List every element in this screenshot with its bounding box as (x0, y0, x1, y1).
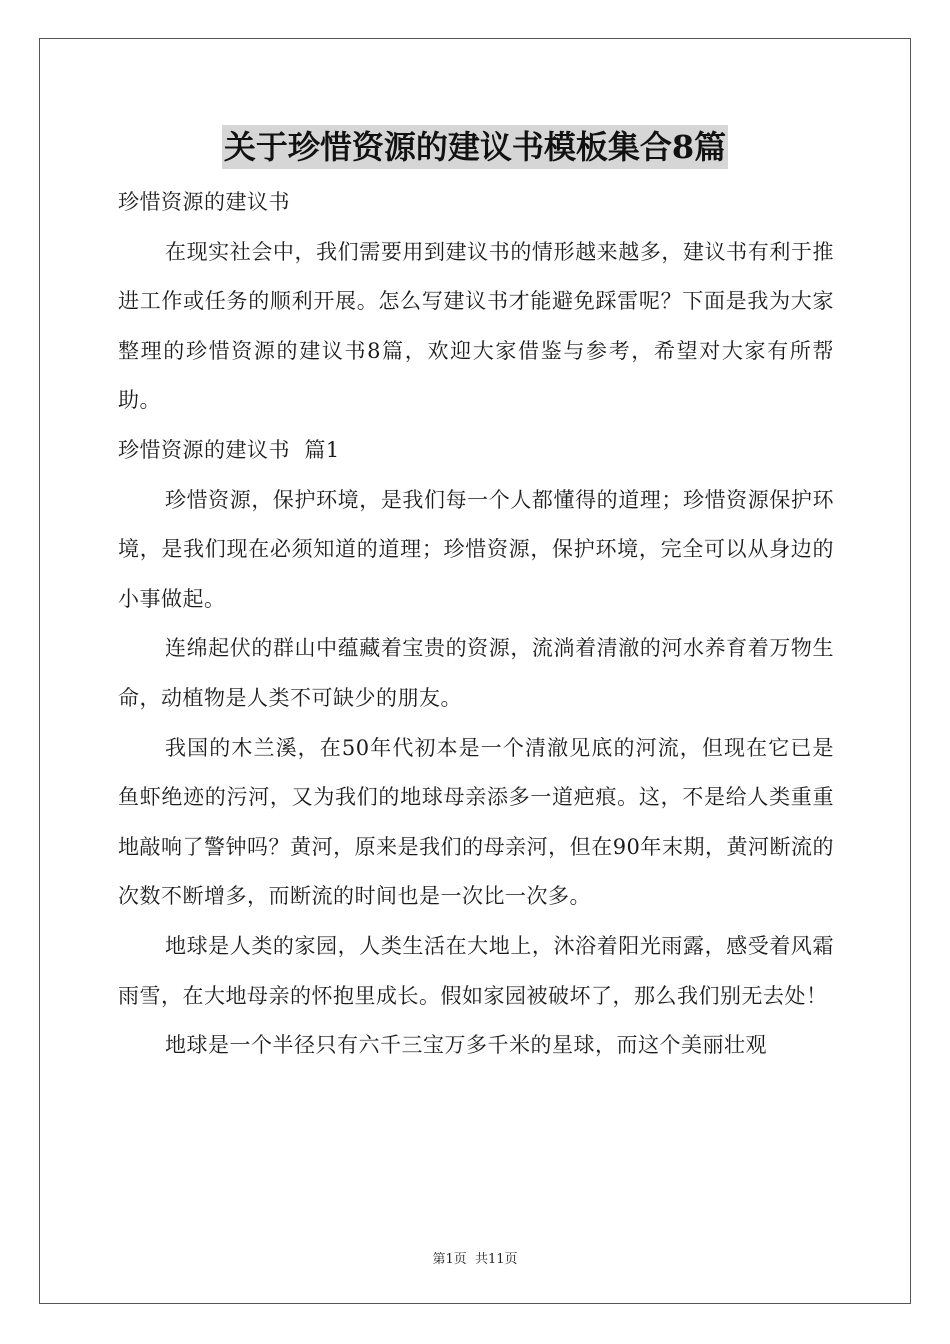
intro-paragraph: 在现实社会中，我们需要用到建议书的情形越来越多，建议书有利于推进工作或任务的顺利开展。怎么写建议书才能避免踩雷呢？下面是我为大家整理的珍惜资源的建议书8篇，欢迎大家借鉴与参考，希望对大家有所帮助。 (118, 239, 834, 413)
document-subtitle: 珍惜资源的建议书 (118, 190, 290, 214)
body-paragraph-5: 地球是一个半径只有六千三宝万多千米的星球，而这个美丽壮观 (165, 1033, 767, 1058)
body-paragraph-1: 珍惜资源，保护环境，是我们每一个人都懂得的道理；珍惜资源保护环境，是我们现在必须知道的道理；珍惜资源，保护环境，完全可以从身边的小事做起。 (118, 487, 834, 611)
body-paragraph-3: 我国的木兰溪，在50年代初本是一个清澈见底的河流，但现在它已是鱼虾绝迹的污河，又为我们的地球母亲添多一道疤痕。这，不是给人类重重地敲响了警钟吗？黄河，原来是我们的母亲河，但在90年末期，黄河断流的次数不断增多，而断流的时间也是一次比一次多。 (118, 735, 834, 909)
body-paragraph-2: 连绵起伏的群山中蕴藏着宝贵的资源，流淌着清澈的河水养育着万物生命，动植物是人类不可缺少的朋友。 (118, 636, 834, 710)
document-body (118, 178, 834, 1071)
section-heading: 珍惜资源的建议书 篇1 (118, 437, 340, 462)
title-container (0, 125, 950, 169)
page-number: 第1页 共11页 (432, 1252, 518, 1267)
document-title: 关于珍惜资源的建议书模板集合8篇 (222, 125, 728, 169)
body-paragraph-4: 地球是人类的家园，人类生活在大地上，沐浴着阳光雨露，感受着风霜雨雪，在大地母亲的怀抱里成长。假如家园被破坏了，那么我们别无去处！ (118, 933, 834, 1008)
page-footer (0, 1248, 950, 1267)
